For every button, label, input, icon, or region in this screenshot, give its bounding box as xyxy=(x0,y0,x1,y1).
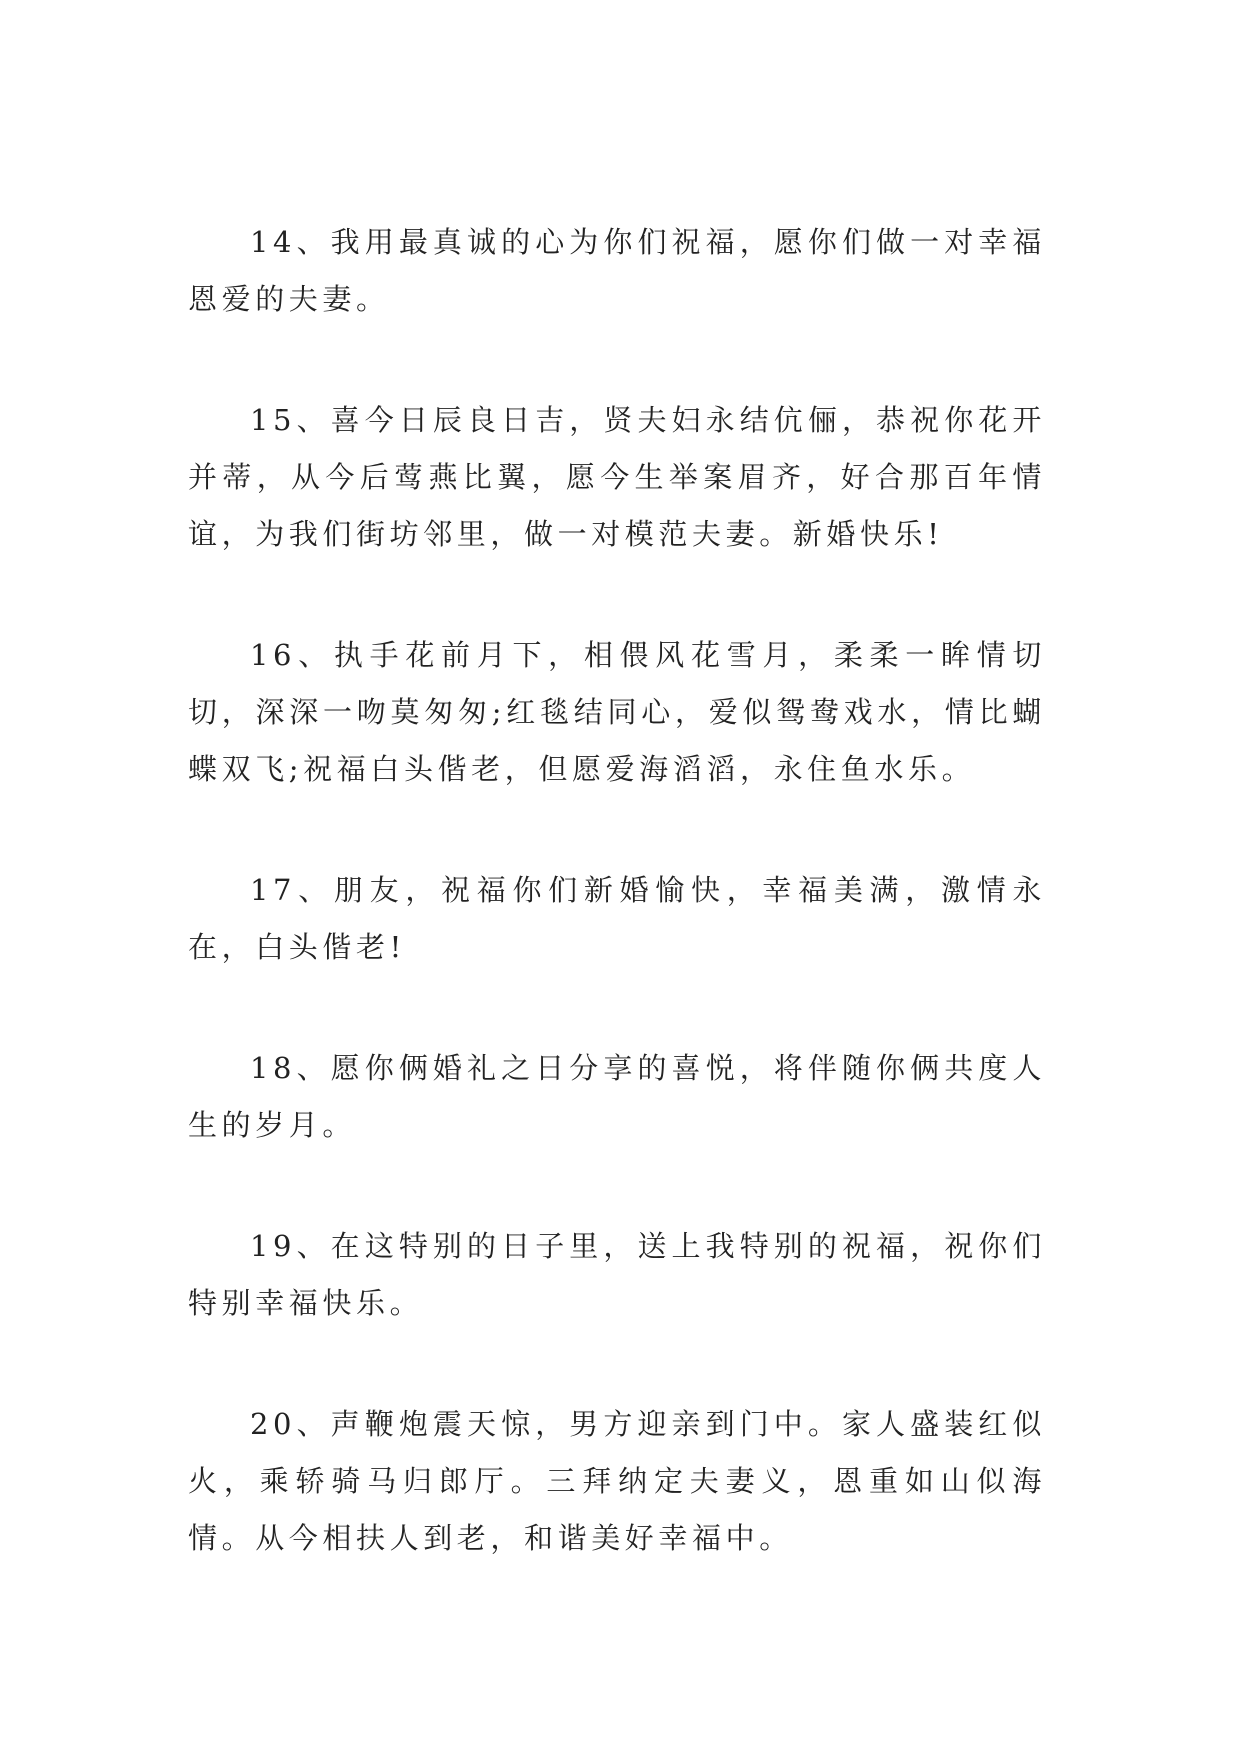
paragraph-20: 20、声鞭炮震天惊，男方迎亲到门中。家人盛装红似火，乘轿骑马归郎厅。三拜纳定夫妻义，恩重如山似海情。从今相扶人到老，和谐美好幸福中。 xyxy=(188,1407,1046,1555)
paragraph-19: 19、在这特别的日子里，送上我特别的祝福，祝你们特别幸福快乐。 xyxy=(188,1229,1046,1320)
paragraph-16: 16、执手花前月下，相偎风花雪月，柔柔一眸情切切，深深一吻莫匆匆;红毯结同心，爱似鸳鸯戏水，情比蝴蝶双飞;祝福白头偕老，但愿爱海滔滔，永住鱼水乐。 xyxy=(188,638,1046,786)
document-body xyxy=(188,214,1046,1631)
paragraph-15: 15、喜今日辰良日吉，贤夫妇永结伉俪，恭祝你花开并蒂，从今后莺燕比翼，愿今生举案眉齐，好合那百年情谊，为我们街坊邻里，做一对模范夫妻。新婚快乐! xyxy=(188,403,1046,551)
paragraph-17: 17、朋友，祝福你们新婚愉快，幸福美满，激情永在，白头偕老! xyxy=(188,873,1046,964)
paragraph-18: 18、愿你俩婚礼之日分享的喜悦，将伴随你俩共度人生的岁月。 xyxy=(188,1051,1046,1142)
paragraph-14: 14、我用最真诚的心为你们祝福，愿你们做一对幸福恩爱的夫妻。 xyxy=(188,225,1046,316)
